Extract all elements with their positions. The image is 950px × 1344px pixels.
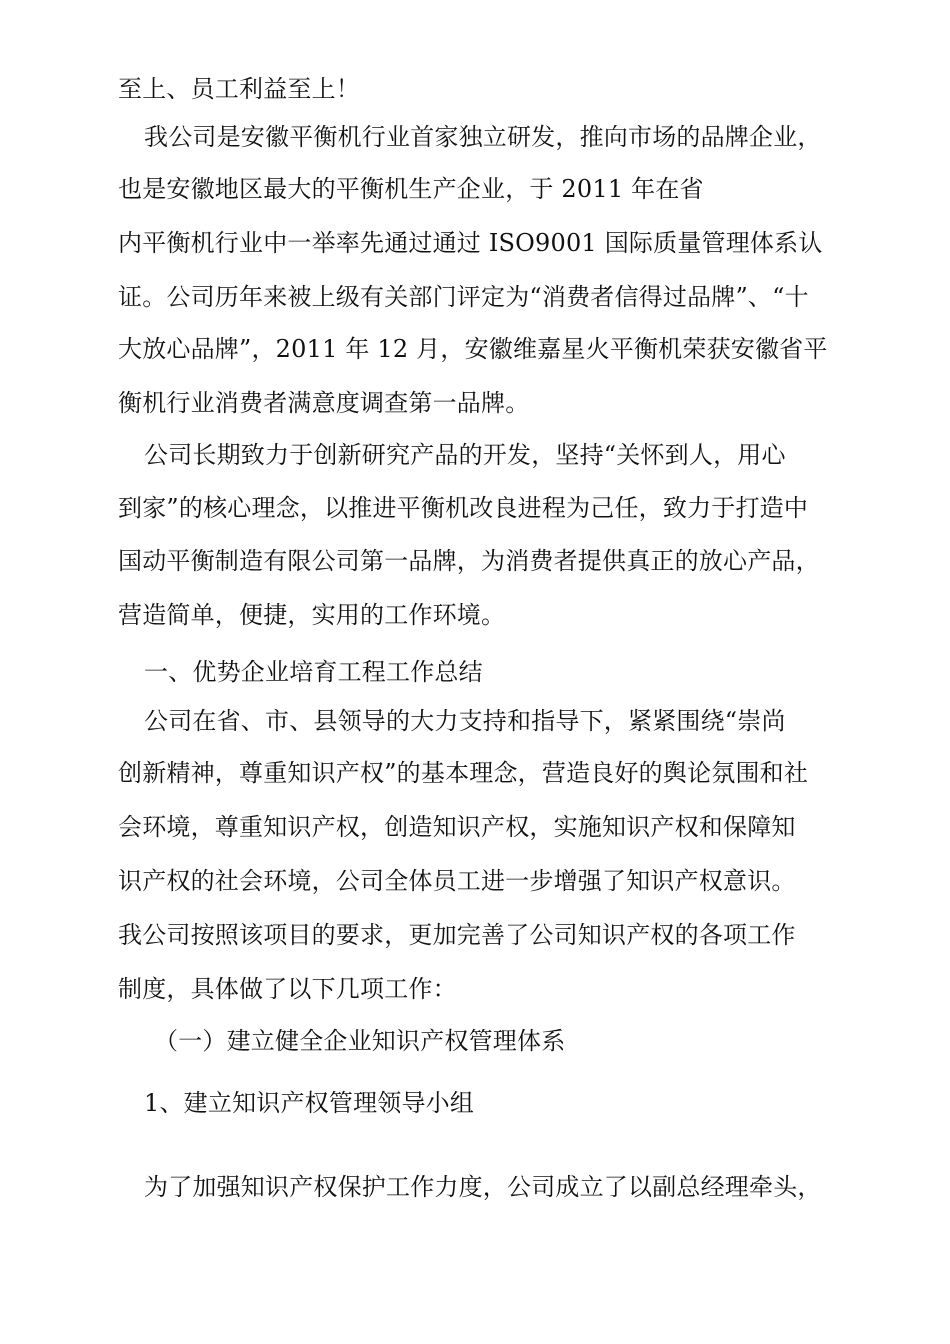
text-line-15: 会环境，尊重知识产权，创造知识产权，实施知识产权和保障知 [118, 813, 796, 841]
text-line-2: 我公司是安徽平衡机行业首家独立研发，推向市场的品牌企业， [144, 123, 822, 151]
text-line-1: 至上、员工利益至上！ [118, 75, 360, 103]
text-line-18: 制度，具体做了以下几项工作： [118, 975, 457, 1003]
text-line-8: 公司长期致力于创新研究产品的开发，坚持“关怀到人，用心 [144, 441, 786, 469]
text-line-3: 也是安徽地区最大的平衡机生产企业，于 2011 年在省 [118, 175, 704, 203]
text-line-13: 公司在省、市、县领导的大力支持和指导下，紧紧围绕“崇尚 [144, 707, 786, 735]
text-line-17: 我公司按照该项目的要求，更加完善了公司知识产权的各项工作 [118, 921, 796, 949]
subsection-heading-1: （一）建立健全企业知识产权管理体系 [154, 1027, 566, 1055]
text-line-16: 识产权的社会环境，公司全体员工进一步增强了知识产权意识。 [118, 867, 796, 895]
subsection-item-1: 1、建立知识产权管理领导小组 [144, 1089, 475, 1117]
text-line-11: 营造简单，便捷，实用的工作环境。 [118, 601, 506, 629]
text-line-9: 到家”的核心理念，以推进平衡机改良进程为己任，致力于打造中 [118, 494, 809, 522]
text-line-6: 大放心品牌”，2011 年 12 月，安徽维嘉星火平衡机荣获安徽省平 [118, 335, 828, 363]
text-line-4: 内平衡机行业中一举率先通过通过 ISO9001 国际质量管理体系认 [118, 229, 823, 257]
section-heading-1: 一、优势企业培育工程工作总结 [144, 658, 483, 686]
text-line-21: 为了加强知识产权保护工作力度，公司成立了以副总经理牵头， [144, 1173, 822, 1201]
text-line-7: 衡机行业消费者满意度调查第一品牌。 [118, 389, 530, 417]
text-line-14: 创新精神，尊重知识产权”的基本理念，营造良好的舆论氛围和社 [118, 759, 809, 787]
text-line-5: 证。公司历年来被上级有关部门评定为“消费者信得过品牌”、“十 [118, 283, 809, 311]
text-line-10: 国动平衡制造有限公司第一品牌，为消费者提供真正的放心产品， [118, 547, 820, 575]
